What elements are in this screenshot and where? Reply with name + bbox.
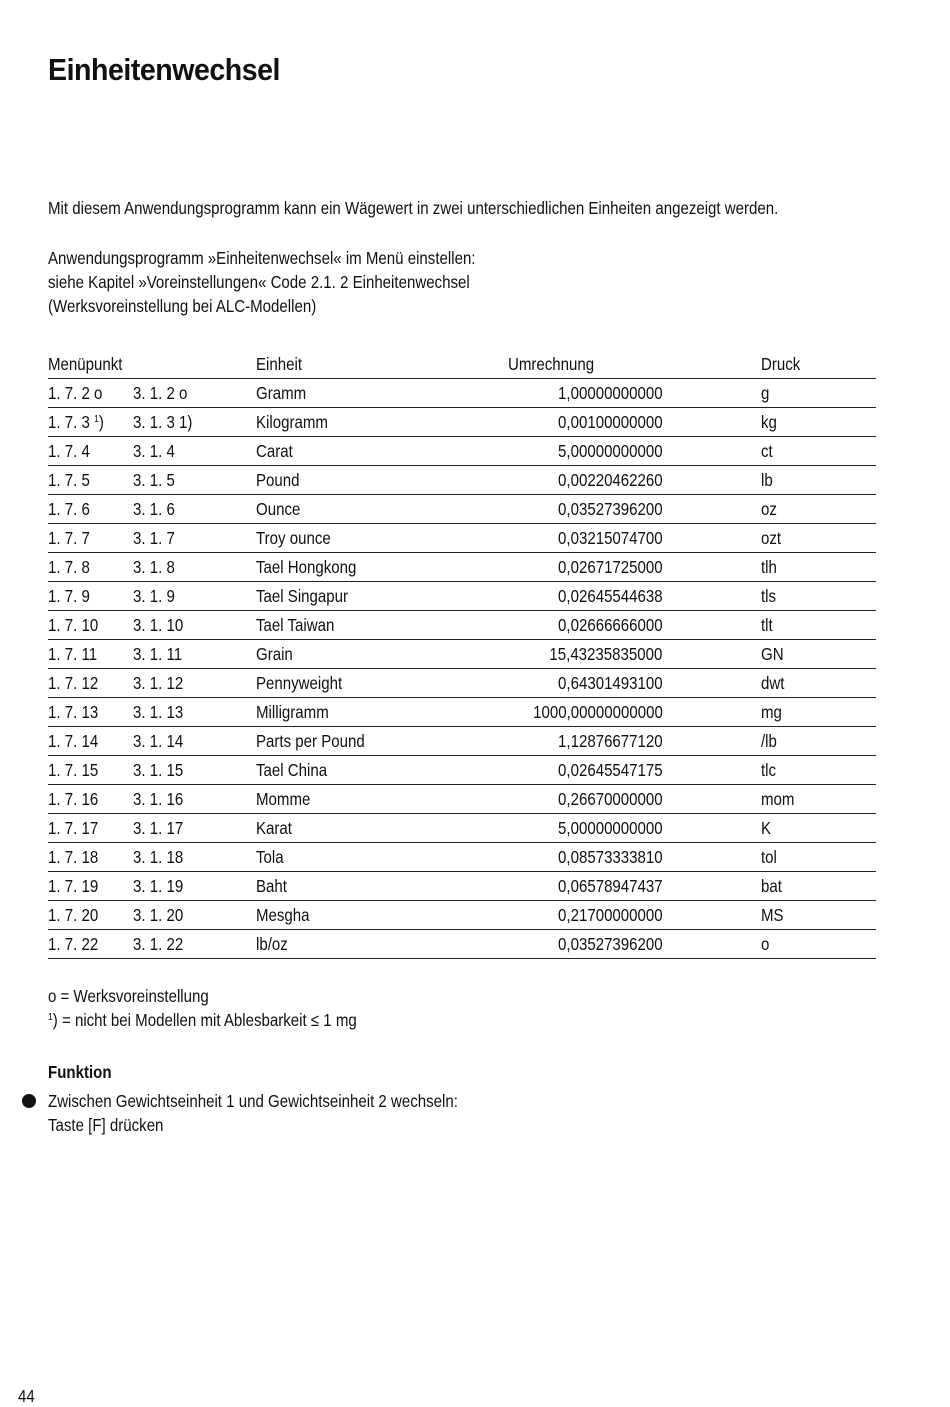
cell-menu-2: 3. 1. 10	[132, 615, 184, 635]
footnote-text: ) = nicht bei Modellen mit Ablesbarkeit ≤ 1 mg	[52, 1010, 357, 1030]
cell-unit: Baht	[255, 876, 287, 896]
table-row	[48, 785, 876, 814]
setup-line: Anwendungsprogramm »Einheitenwechsel« im Menü einstellen:	[48, 248, 476, 268]
cell-unit: Momme	[255, 789, 311, 809]
cell-unit: lb/oz	[255, 934, 288, 954]
cell-menu-1: 1. 7. 19	[48, 876, 99, 896]
cell-print: mom	[760, 789, 795, 809]
cell-menu-2: 3. 1. 6	[132, 499, 175, 519]
table-row	[48, 524, 876, 553]
table-row	[48, 901, 876, 930]
cell-unit: Ounce	[255, 499, 301, 519]
table-row	[48, 930, 876, 959]
table-body	[48, 379, 876, 959]
cell-conversion: 1000,00000000000	[533, 702, 663, 722]
cell-conversion: 5,00000000000	[558, 441, 663, 461]
cell-print: GN	[760, 644, 784, 664]
cell-menu-1: 1. 7. 6	[48, 499, 90, 519]
intro-text: Mit diesem Anwendungsprogramm kann ein Wägewert in zwei unterschiedlichen Einheiten angezeigt werden.	[48, 198, 779, 218]
cell-menu-1: 1. 7. 14	[48, 731, 99, 751]
cell-conversion: 15,43235835000	[549, 644, 663, 664]
cell-unit: Pound	[255, 470, 300, 490]
setup-line: (Werksvoreinstellung bei ALC-Modellen)	[48, 296, 317, 316]
cell-print: mg	[760, 702, 782, 722]
cell-print: ct	[760, 441, 773, 461]
cell-print: tlt	[760, 615, 773, 635]
table-row	[48, 466, 876, 495]
cell-unit: Tael China	[255, 760, 327, 780]
funktion-heading: Funktion	[48, 1062, 112, 1082]
cell-menu-2: 3. 1. 17	[132, 818, 184, 838]
cell-menu-2: 3. 1. 22	[132, 934, 184, 954]
header-conversion: Umrechnung	[508, 354, 595, 374]
cell-print: oz	[760, 499, 777, 519]
cell-menu-1: 1. 7. 3 $^1$)	[48, 412, 104, 432]
cell-menu-1: 1. 7. 7	[48, 528, 90, 548]
cell-menu-1: 1. 7. 13	[48, 702, 99, 722]
table-row	[48, 698, 876, 727]
cell-print: o	[760, 934, 770, 954]
cell-menu-2: 3. 1. 13	[132, 702, 184, 722]
cell-menu-1: 1. 7. 16	[48, 789, 99, 809]
cell-unit: Parts per Pound	[255, 731, 365, 751]
cell-unit: Tola	[255, 847, 284, 867]
bullet-icon	[22, 1094, 36, 1108]
table-row	[48, 756, 876, 785]
table-row	[48, 727, 876, 756]
cell-unit: Carat	[255, 441, 293, 461]
cell-conversion: 0,06578947437	[558, 876, 663, 896]
cell-conversion: 0,08573333810	[558, 847, 663, 867]
cell-unit: Kilogramm	[255, 412, 328, 432]
table-row	[48, 553, 876, 582]
table-row	[48, 843, 876, 872]
cell-conversion: 0,00220462260	[558, 470, 663, 490]
cell-menu-2: 3. 1. 3 1)	[132, 412, 193, 432]
table-header-row	[48, 350, 876, 379]
cell-conversion: 0,64301493100	[558, 673, 663, 693]
page-title: Einheitenwechsel	[48, 52, 280, 87]
cell-print: bat	[760, 876, 782, 896]
cell-print: tlh	[760, 557, 777, 577]
cell-menu-1: 1. 7. 17	[48, 818, 99, 838]
table-row	[48, 495, 876, 524]
table-row	[48, 640, 876, 669]
table-row	[48, 379, 876, 408]
cell-menu-1: 1. 7. 4	[48, 441, 90, 461]
funktion-text	[48, 1089, 458, 1137]
setup-instructions	[48, 246, 476, 318]
table-row	[48, 814, 876, 843]
cell-menu-1: 1. 7. 2 o	[48, 383, 103, 403]
cell-menu-2: 3. 1. 19	[132, 876, 184, 896]
setup-line: siehe Kapitel »Voreinstellungen« Code 2.1. 2 Einheitenwechsel	[48, 272, 470, 292]
cell-conversion: 0,00100000000	[558, 412, 663, 432]
cell-menu-2: 3. 1. 14	[132, 731, 184, 751]
footnote-mark: 1	[48, 1012, 53, 1023]
cell-menu-2: 3. 1. 12	[132, 673, 184, 693]
cell-print: g	[760, 383, 770, 403]
cell-unit: Tael Taiwan	[255, 615, 335, 635]
cell-menu-2: 3. 1. 9	[132, 586, 175, 606]
table-row	[48, 582, 876, 611]
funktion-line: Taste [F] drücken	[48, 1115, 164, 1135]
cell-conversion: 0,02645547175	[558, 760, 663, 780]
cell-print: tol	[760, 847, 777, 867]
cell-menu-1: 1. 7. 8	[48, 557, 90, 577]
cell-conversion: 0,03527396200	[558, 934, 663, 954]
cell-conversion: 1,12876677120	[558, 731, 663, 751]
cell-print: tls	[760, 586, 776, 606]
cell-print: /lb	[760, 731, 777, 751]
cell-conversion: 0,21700000000	[558, 905, 663, 925]
cell-menu-1: 1. 7. 5	[48, 470, 90, 490]
cell-unit: Troy ounce	[255, 528, 331, 548]
unit-conversion-table	[48, 350, 876, 959]
cell-menu-1: 1. 7. 18	[48, 847, 99, 867]
cell-menu-2: 3. 1. 11	[132, 644, 182, 664]
cell-menu-1: 1. 7. 20	[48, 905, 99, 925]
cell-unit: Mesgha	[255, 905, 310, 925]
cell-conversion: 5,00000000000	[558, 818, 663, 838]
table-row	[48, 437, 876, 466]
cell-menu-1: 1. 7. 10	[48, 615, 99, 635]
cell-conversion: 0,26670000000	[558, 789, 663, 809]
cell-conversion: 0,03215074700	[558, 528, 663, 548]
cell-menu-1: 1. 7. 15	[48, 760, 99, 780]
cell-menu-1: 1. 7. 22	[48, 934, 99, 954]
cell-print: ozt	[760, 528, 781, 548]
cell-unit: Gramm	[255, 383, 307, 403]
note-footnote	[48, 1008, 357, 1032]
cell-menu-2: 3. 1. 7	[132, 528, 175, 548]
table-row	[48, 611, 876, 640]
cell-menu-2: 3. 1. 20	[132, 905, 184, 925]
cell-print: dwt	[760, 673, 785, 693]
funktion-line: Zwischen Gewichtseinheit 1 und Gewichtseinheit 2 wechseln:	[48, 1091, 458, 1111]
cell-unit: Tael Singapur	[255, 586, 348, 606]
cell-unit: Karat	[255, 818, 292, 838]
cell-print: tlc	[760, 760, 776, 780]
table-row	[48, 408, 876, 437]
cell-conversion: 1,00000000000	[558, 383, 663, 403]
cell-print: kg	[760, 412, 777, 432]
header-unit: Einheit	[255, 354, 302, 374]
cell-conversion: 0,02671725000	[558, 557, 663, 577]
cell-menu-2: 3. 1. 2 o	[132, 383, 188, 403]
cell-print: lb	[760, 470, 773, 490]
table-row	[48, 669, 876, 698]
cell-conversion: 0,02645544638	[558, 586, 663, 606]
cell-menu-1: 1. 7. 11	[48, 644, 98, 664]
cell-menu-2: 3. 1. 15	[132, 760, 184, 780]
cell-print: K	[760, 818, 771, 838]
header-menu: Menüpunkt	[48, 354, 123, 374]
cell-unit: Milligramm	[255, 702, 329, 722]
cell-menu-1: 1. 7. 12	[48, 673, 99, 693]
cell-conversion: 0,02666666000	[558, 615, 663, 635]
notes	[48, 984, 357, 1032]
cell-unit: Grain	[255, 644, 293, 664]
cell-menu-2: 3. 1. 16	[132, 789, 184, 809]
note-default: o = Werksvoreinstellung	[48, 986, 209, 1006]
page-number: 44	[18, 1386, 35, 1406]
cell-unit: Tael Hongkong	[255, 557, 357, 577]
cell-print: MS	[760, 905, 784, 925]
header-print: Druck	[760, 354, 801, 374]
cell-conversion: 0,03527396200	[558, 499, 663, 519]
cell-menu-2: 3. 1. 18	[132, 847, 184, 867]
cell-unit: Pennyweight	[255, 673, 343, 693]
table-row	[48, 872, 876, 901]
cell-menu-2: 3. 1. 4	[132, 441, 175, 461]
cell-menu-2: 3. 1. 5	[132, 470, 175, 490]
cell-menu-1: 1. 7. 9	[48, 586, 90, 606]
cell-menu-2: 3. 1. 8	[132, 557, 175, 577]
